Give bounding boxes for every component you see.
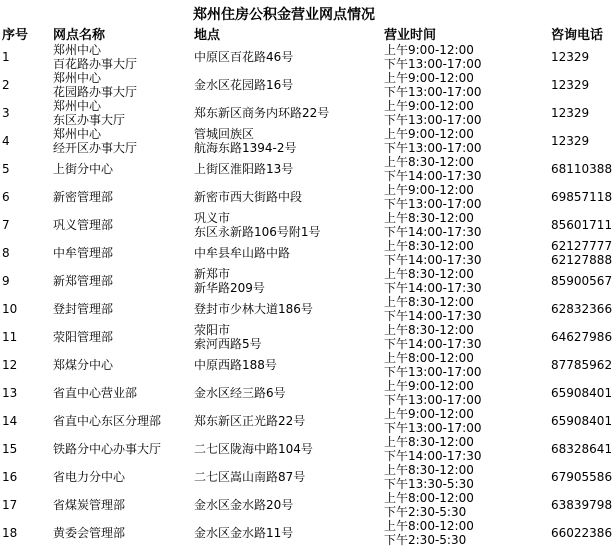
cell-line: 62832366 <box>551 302 613 316</box>
cell-line: 下午2:30-5:30 <box>384 533 467 547</box>
cell-address <box>194 386 384 400</box>
cell-line: 二七区陇海中路104号 <box>194 442 313 456</box>
cell-line: 中原区百花路46号 <box>194 50 294 64</box>
column-header-hours: 营业时间 <box>384 28 437 43</box>
cell-no <box>0 78 53 92</box>
cell-line: 上午9:00-12:00 <box>384 407 474 421</box>
cell-phone <box>551 239 614 267</box>
cell-line: 新密市西大街路中段 <box>194 190 303 204</box>
cell-line: 14 <box>2 414 18 428</box>
cell-name <box>53 498 194 512</box>
cell-line: 巩义管理部 <box>53 218 114 232</box>
cell-line: 3 <box>2 106 10 120</box>
cell-line: 63839798 <box>551 498 613 512</box>
cell-line: 13 <box>2 386 18 400</box>
cell-line: 百花路办事大厅 <box>53 57 138 71</box>
cell-line: 下午13:00-17:00 <box>384 421 482 435</box>
cell-line: 中原西路188号 <box>194 358 277 372</box>
column-header-address: 地点 <box>194 28 221 43</box>
cell-line: 上午8:30-12:00 <box>384 295 474 309</box>
cell-line: 东区永新路106号附1号 <box>194 225 321 239</box>
cell-name <box>53 330 194 344</box>
cell-line: 上午8:00-12:00 <box>384 491 474 505</box>
cell-line: 下午2:30-5:30 <box>384 505 467 519</box>
cell-name <box>53 99 194 127</box>
cell-phone <box>551 50 614 64</box>
cell-line: 上午9:00-12:00 <box>384 379 474 393</box>
cell-hours <box>384 491 551 519</box>
cell-hours <box>384 155 551 183</box>
cell-line: 省煤炭管理部 <box>53 498 126 512</box>
cell-phone <box>551 498 614 512</box>
cell-line: 省直中心营业部 <box>53 386 138 400</box>
cell-line: 中牟管理部 <box>53 246 114 260</box>
cell-line: 省直中心东区分理部 <box>53 414 162 428</box>
cell-phone <box>551 302 614 316</box>
cell-no <box>0 330 53 344</box>
table-row <box>0 127 616 155</box>
cell-line: 16 <box>2 470 18 484</box>
cell-name <box>53 470 194 484</box>
cell-no <box>0 162 53 176</box>
cell-name <box>53 526 194 540</box>
cell-line: 郑煤分中心 <box>53 358 114 372</box>
cell-address <box>194 190 384 204</box>
cell-line: 下午13:30-5:30 <box>384 477 474 491</box>
cell-hours <box>384 127 551 155</box>
table-row <box>0 295 616 323</box>
cell-line: 荥阳市 <box>194 323 231 337</box>
cell-line: 上午8:30-12:00 <box>384 323 474 337</box>
cell-address <box>194 414 384 428</box>
cell-line: 上街分中心 <box>53 162 114 176</box>
cell-hours <box>384 43 551 71</box>
cell-line: 下午13:00-17:00 <box>384 57 482 71</box>
table-row <box>0 99 616 127</box>
cell-phone <box>551 386 614 400</box>
cell-no <box>0 414 53 428</box>
cell-line: 金水区花园路16号 <box>194 78 294 92</box>
cell-line: 巩义市 <box>194 211 231 225</box>
cell-hours <box>384 99 551 127</box>
cell-line: 郑州中心 <box>53 127 102 141</box>
cell-address <box>194 127 384 155</box>
cell-name <box>53 274 194 288</box>
cell-address <box>194 358 384 372</box>
cell-line: 金水区金水路20号 <box>194 498 294 512</box>
cell-hours <box>384 435 551 463</box>
cell-line: 7 <box>2 218 10 232</box>
cell-line: 新华路209号 <box>194 281 265 295</box>
cell-line: 上午8:00-12:00 <box>384 351 474 365</box>
cell-line: 67905586 <box>551 470 613 484</box>
cell-phone <box>551 106 614 120</box>
cell-name <box>53 218 194 232</box>
table-row <box>0 491 616 519</box>
cell-line: 下午14:00-17:30 <box>384 309 482 323</box>
cell-no <box>0 50 53 64</box>
cell-no <box>0 498 53 512</box>
cell-line: 上午8:30-12:00 <box>384 267 474 281</box>
cell-no <box>0 526 53 540</box>
cell-no <box>0 386 53 400</box>
cell-address <box>194 526 384 540</box>
cell-line: 上街区淮阳路13号 <box>194 162 294 176</box>
table-row <box>0 519 616 547</box>
cell-phone <box>551 330 614 344</box>
table-row <box>0 211 616 239</box>
cell-hours <box>384 183 551 211</box>
cell-address <box>194 78 384 92</box>
table-row <box>0 183 616 211</box>
cell-hours <box>384 351 551 379</box>
cell-no <box>0 274 53 288</box>
cell-address <box>194 162 384 176</box>
cell-address <box>194 323 384 351</box>
table-row <box>0 239 616 267</box>
cell-line: 东区办事大厅 <box>53 113 126 127</box>
cell-line: 12 <box>2 358 18 372</box>
cell-phone <box>551 190 614 204</box>
cell-no <box>0 442 53 456</box>
cell-address <box>194 442 384 456</box>
cell-hours <box>384 295 551 323</box>
cell-name <box>53 358 194 372</box>
cell-name <box>53 43 194 71</box>
cell-address <box>194 498 384 512</box>
cell-line: 上午8:30-12:00 <box>384 435 474 449</box>
table-row <box>0 407 616 435</box>
cell-line: 68328641 <box>551 442 613 456</box>
cell-line: 上午8:30-12:00 <box>384 239 474 253</box>
cell-line: 登封市少林大道186号 <box>194 302 313 316</box>
cell-line: 下午13:00-17:00 <box>384 113 482 127</box>
cell-no <box>0 358 53 372</box>
cell-line: 经开区办事大厅 <box>53 141 138 155</box>
cell-no <box>0 134 53 148</box>
table-row <box>0 351 616 379</box>
cell-line: 郑州中心 <box>53 71 102 85</box>
cell-address <box>194 246 384 260</box>
cell-line: 上午8:30-12:00 <box>384 211 474 225</box>
cell-line: 66022386 <box>551 526 613 540</box>
cell-line: 下午13:00-17:00 <box>384 197 482 211</box>
cell-line: 10 <box>2 302 18 316</box>
cell-line: 新郑市 <box>194 267 231 281</box>
cell-line: 上午9:00-12:00 <box>384 99 474 113</box>
cell-phone <box>551 442 614 456</box>
cell-line: 新郑管理部 <box>53 274 114 288</box>
cell-line: 下午14:00-17:30 <box>384 281 482 295</box>
cell-line: 金水区金水路11号 <box>194 526 294 540</box>
cell-address <box>194 302 384 316</box>
cell-line: 上午8:30-12:00 <box>384 463 474 477</box>
cell-line: 上午9:00-12:00 <box>384 71 474 85</box>
cell-line: 荥阳管理部 <box>53 330 114 344</box>
cell-line: 62127888 <box>551 253 613 267</box>
cell-phone <box>551 414 614 428</box>
cell-line: 62127777 <box>551 239 613 253</box>
cell-line: 下午13:00-17:00 <box>384 141 482 155</box>
cell-address <box>194 50 384 64</box>
cell-hours <box>384 379 551 407</box>
cell-line: 航海东路1394-2号 <box>194 141 297 155</box>
cell-line: 9 <box>2 274 10 288</box>
page-title: 郑州住房公积金营业网点情况 <box>193 7 375 23</box>
cell-line: 12329 <box>551 106 590 120</box>
cell-hours <box>384 71 551 99</box>
cell-line: 15 <box>2 442 18 456</box>
table-header-row <box>0 24 616 43</box>
cell-phone <box>551 78 614 92</box>
cell-hours <box>384 519 551 547</box>
cell-line: 中牟县牟山路中路 <box>194 246 291 260</box>
cell-hours <box>384 267 551 295</box>
cell-line: 85900567 <box>551 274 613 288</box>
cell-name <box>53 386 194 400</box>
cell-line: 69857118 <box>551 190 613 204</box>
table-row <box>0 71 616 99</box>
cell-no <box>0 470 53 484</box>
column-header-no: 序号 <box>2 28 29 43</box>
cell-line: 5 <box>2 162 10 176</box>
cell-line: 下午14:00-17:30 <box>384 337 482 351</box>
cell-address <box>194 267 384 295</box>
table-row <box>0 435 616 463</box>
cell-name <box>53 302 194 316</box>
cell-no <box>0 302 53 316</box>
cell-phone <box>551 526 614 540</box>
cell-line: 黄委会管理部 <box>53 526 126 540</box>
table-row <box>0 43 616 71</box>
cell-phone <box>551 470 614 484</box>
cell-line: 二七区嵩山南路87号 <box>194 470 306 484</box>
cell-line: 11 <box>2 330 18 344</box>
table-row <box>0 267 616 295</box>
cell-hours <box>384 407 551 435</box>
cell-line: 下午13:00-17:00 <box>384 365 482 379</box>
cell-line: 17 <box>2 498 18 512</box>
cell-line: 65908401 <box>551 386 613 400</box>
cell-line: 12329 <box>551 134 590 148</box>
cell-line: 64627986 <box>551 330 613 344</box>
cell-no <box>0 190 53 204</box>
cell-hours <box>384 463 551 491</box>
cell-line: 上午9:00-12:00 <box>384 127 474 141</box>
table-row <box>0 379 616 407</box>
cell-line: 68110388 <box>551 162 613 176</box>
outlets-table <box>0 24 616 547</box>
cell-address <box>194 211 384 239</box>
cell-line: 省电力分中心 <box>53 470 126 484</box>
cell-name <box>53 127 194 155</box>
cell-name <box>53 190 194 204</box>
cell-line: 下午13:00-17:00 <box>384 85 482 99</box>
cell-line: 下午14:00-17:30 <box>384 169 482 183</box>
cell-line: 郑东新区商务内环路22号 <box>194 106 330 120</box>
cell-line: 85601711 <box>551 218 613 232</box>
cell-line: 2 <box>2 78 10 92</box>
cell-line: 金水区经三路6号 <box>194 386 286 400</box>
cell-line: 上午8:00-12:00 <box>384 519 474 533</box>
cell-line: 上午9:00-12:00 <box>384 43 474 57</box>
cell-line: 65908401 <box>551 414 613 428</box>
cell-line: 索河西路5号 <box>194 337 262 351</box>
cell-phone <box>551 134 614 148</box>
cell-line: 铁路分中心办事大厅 <box>53 442 162 456</box>
cell-line: 87785962 <box>551 358 613 372</box>
cell-line: 1 <box>2 50 10 64</box>
cell-name <box>53 162 194 176</box>
cell-hours <box>384 211 551 239</box>
cell-no <box>0 246 53 260</box>
cell-line: 管城回族区 <box>194 127 255 141</box>
cell-address <box>194 106 384 120</box>
cell-line: 郑东新区正光路22号 <box>194 414 306 428</box>
cell-line: 4 <box>2 134 10 148</box>
cell-hours <box>384 239 551 267</box>
cell-name <box>53 71 194 99</box>
table-body <box>0 43 616 547</box>
cell-no <box>0 106 53 120</box>
cell-line: 下午14:00-17:30 <box>384 449 482 463</box>
cell-line: 上午9:00-12:00 <box>384 183 474 197</box>
column-header-name: 网点名称 <box>53 28 106 43</box>
cell-line: 登封管理部 <box>53 302 114 316</box>
cell-phone <box>551 358 614 372</box>
cell-line: 花园路办事大厅 <box>53 85 138 99</box>
cell-line: 8 <box>2 246 10 260</box>
cell-name <box>53 246 194 260</box>
cell-hours <box>384 323 551 351</box>
cell-line: 下午13:00-17:00 <box>384 393 482 407</box>
cell-line: 6 <box>2 190 10 204</box>
cell-no <box>0 218 53 232</box>
cell-address <box>194 470 384 484</box>
cell-line: 12329 <box>551 78 590 92</box>
cell-line: 郑州中心 <box>53 43 102 57</box>
cell-line: 12329 <box>551 50 590 64</box>
cell-name <box>53 442 194 456</box>
cell-phone <box>551 162 614 176</box>
cell-line: 上午8:30-12:00 <box>384 155 474 169</box>
column-header-phone: 咨询电话 <box>551 28 604 43</box>
cell-line: 下午14:00-17:30 <box>384 225 482 239</box>
table-row <box>0 323 616 351</box>
table-row <box>0 463 616 491</box>
cell-line: 下午14:00-17:30 <box>384 253 482 267</box>
table-row <box>0 155 616 183</box>
cell-phone <box>551 274 614 288</box>
cell-line: 新密管理部 <box>53 190 114 204</box>
cell-phone <box>551 218 614 232</box>
cell-name <box>53 414 194 428</box>
cell-line: 郑州中心 <box>53 99 102 113</box>
cell-line: 18 <box>2 526 18 540</box>
